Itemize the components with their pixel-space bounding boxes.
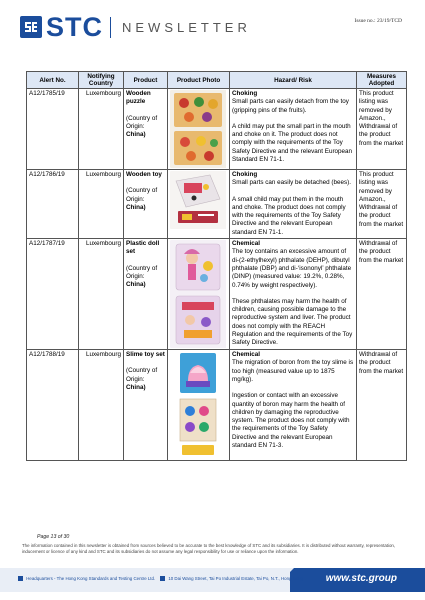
section-title: NEWSLETTER [122, 20, 251, 35]
hazard-consequence: A child may put the small part in the mouth and choke on it. The product does not comply with the requirements of the Toy Safety Directive and the relevant European Standard EN 71-1. [232, 122, 353, 164]
hazard-type: Chemical [232, 351, 260, 359]
origin-label: (Country of Origin: [126, 114, 158, 130]
product-name: Plastic doll set [126, 240, 160, 256]
hazard-consequence: A small child may put them in the mouth and choke. The product does not comply with the requirements of the Toy Safety Directive and the relevant European standard EN 71-1. [232, 195, 346, 236]
notifying-country: Luxembourg [79, 89, 124, 170]
hazard-description: Small parts can easily detach from the toy (gripping pins of the fruits). [232, 98, 349, 114]
measures-adopted: This product listing was removed by Amazon., Withdrawal of the product from the market [357, 170, 407, 239]
origin-value: China) [126, 203, 146, 211]
slime-toy-set-photo [170, 351, 227, 459]
col-alert-no: Alert No. [27, 72, 79, 89]
alert-number: A12/1786/19 [27, 170, 79, 239]
col-hazard-risk: Hazard/ Risk [230, 72, 357, 89]
table-row [27, 350, 407, 461]
measures-adopted: This product listing was removed by Amazon., Withdrawal of the product from the market [357, 89, 407, 170]
building-icon [18, 576, 23, 581]
alert-number: A12/1788/19 [27, 350, 79, 461]
disclaimer-text: The information contained in this newsletter is obtained from sources believed to be accurate to the best knowledge of STC and its subsidiaries. It is distributed without warranty, representation, inducement or licence of any kind and STC and its subsidiaries do not assume any legal responsibility for use or reliance upon the information. [22, 543, 396, 554]
product-photo-cell [168, 350, 230, 461]
notifying-country: Luxembourg [79, 350, 124, 461]
product-name: Wooden puzzle [126, 90, 151, 106]
hazard-cell [230, 170, 357, 239]
table-row [27, 89, 407, 170]
brand-name: STC [46, 12, 103, 42]
hazard-description: The toy contains an excessive amount of di-(2-ethylhexyl) phthalate (DEHP), dibutyl phthalate (DBP) and di-‘isononyl’ phthalate (DINP) (measured value: 19.2%, 0.28%, 0.74% by weight respectively). [232, 248, 352, 289]
product-photo-cell [168, 239, 230, 350]
wooden-toy-photo [170, 171, 227, 229]
headquarters-address: 10 Dai Wang Street, Tai Po Industrial Estate, Tai Po, N.T., Hong Kong [168, 576, 303, 581]
website-link[interactable]: www.stc.group [325, 573, 397, 584]
hazard-type: Choking [232, 90, 258, 97]
hazard-cell [230, 89, 357, 170]
plastic-doll-set-photo [170, 240, 227, 348]
product-cell [124, 89, 168, 170]
hazard-consequence: Ingestion or contact with an excessive quantity of boron may harm the health of children by damaging the reproductive system. The product does not comply with the requirements of the Toy Safety Directive and the relevant European standard EN 71-3. [232, 392, 350, 450]
hazard-type: Choking [232, 171, 258, 178]
col-product-photo: Product Photo [168, 72, 230, 89]
page-number: Page 13 of 30 [37, 534, 70, 540]
page-header [0, 0, 425, 44]
alert-number: A12/1785/19 [27, 89, 79, 170]
alert-number: A12/1787/19 [27, 239, 79, 350]
hazard-cell [230, 239, 357, 350]
origin-value: China) [126, 131, 146, 139]
origin-value: China) [126, 281, 146, 289]
product-cell [124, 350, 168, 461]
header-divider [110, 17, 111, 38]
product-photo-cell [168, 170, 230, 239]
hazard-description: Small parts can easily be detached (bees). [232, 179, 352, 187]
col-notifying-country: Notifying Country [79, 72, 124, 89]
product-cell [124, 239, 168, 350]
hazard-description: The migration of boron from the toy slime is too high (measured value up to 1875 mg/kg). [232, 359, 354, 383]
table-row [27, 170, 407, 239]
hazard-consequence: These phthalates may harm the health of children, causing possible damage to the reproductive system and liver. The product does not comply with the REACH Regulation and the requirements of the Toy Safety Directive. [232, 297, 353, 347]
headquarters-name: Headquarters - The Hong Kong Standards and Testing Centre Ltd. [26, 576, 156, 581]
headquarters-line [18, 576, 303, 581]
col-measures-adopted: Measures Adopted [357, 72, 407, 89]
stc-logo-icon [20, 16, 42, 38]
origin-value: China) [126, 383, 146, 391]
measures-adopted: Withdrawal of the product from the market [357, 239, 407, 350]
product-cell [124, 170, 168, 239]
col-product: Product [124, 72, 168, 89]
origin-label: (Country of Origin: [126, 187, 158, 203]
notifying-country: Luxembourg [79, 170, 124, 239]
table-header-row [27, 72, 407, 89]
product-name: Slime toy set [126, 351, 165, 359]
product-name: Wooden toy [126, 171, 162, 178]
recall-alerts-table [26, 71, 407, 461]
notifying-country: Luxembourg [79, 239, 124, 350]
product-photo-cell [168, 89, 230, 170]
hazard-type: Chemical [232, 240, 260, 248]
origin-label: (Country of Origin: [126, 367, 158, 383]
origin-label: (Country of Origin: [126, 264, 158, 280]
wooden-puzzle-photo [170, 90, 227, 168]
hazard-cell [230, 350, 357, 461]
issue-number: Issue no.: 23/19/TCD [354, 18, 402, 24]
table-row [27, 239, 407, 350]
location-pin-icon [160, 576, 165, 581]
measures-adopted: Withdrawal of the product from the market [357, 350, 407, 461]
